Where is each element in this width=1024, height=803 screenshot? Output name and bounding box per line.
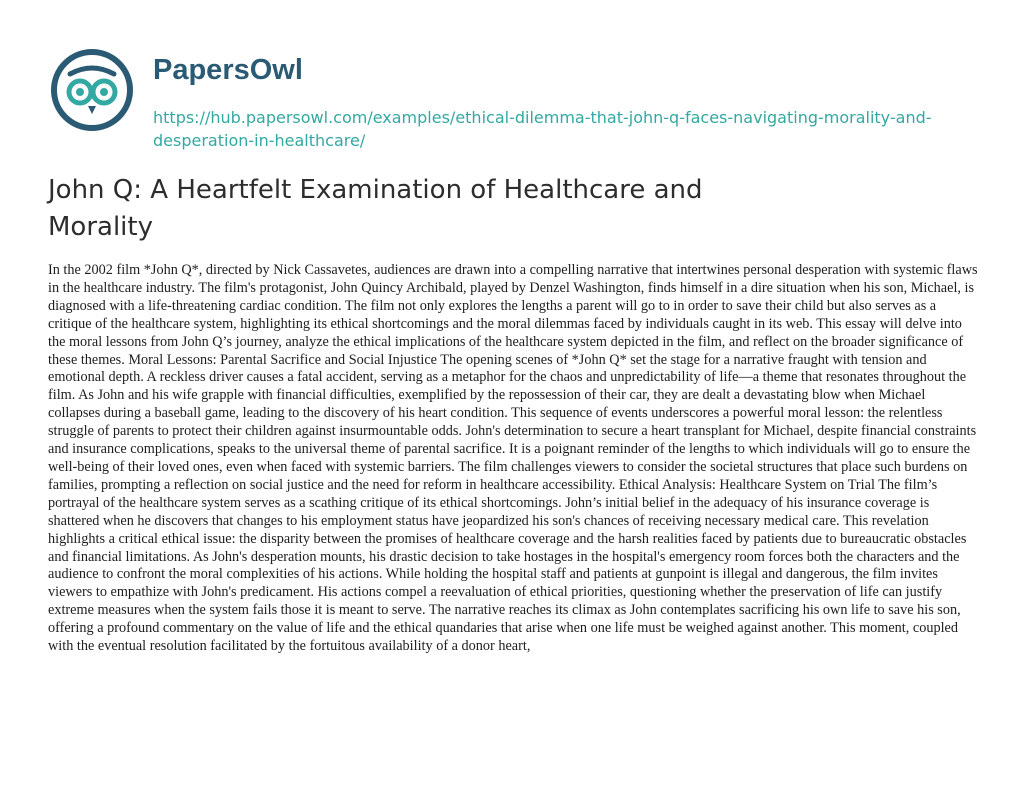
source-url-link[interactable]: https://hub.papersowl.com/examples/ethical-dilemma-that-john-q-faces-navigating-morality-and-desperation-in-healthcare/ [153, 108, 932, 150]
brand-name[interactable]: PapersOwl [153, 54, 303, 86]
article-body: In the 2002 film *John Q*, directed by Nick Cassavetes, audiences are drawn into a compelling narrative that intertwines personal desperation with systemic flaws in the healthcare industry. The film's protagonist, John Quincy Archibald, played by Denzel Washington, finds himself in a dire situation when his son, Michael, is diagnosed with a life-threatening cardiac condition. The film not only explores the lengths a parent will go to in order to save their child but also serves as a critique of the healthcare system, highlighting its ethical shortcomings and the moral dilemmas faced by individuals caught in its web. This essay will delve into the moral lessons from John Q’s journey, analyze the ethical implications of the healthcare system depicted in the film, and reflect on the broader significance of these themes. Moral Lessons: Parental Sacrifice and Social Injustice The opening scenes of *John Q* set the stage for a narrative fraught with tension and emotional depth. A reckless driver causes a fatal accident, serving as a metaphor for the chaos and unpredictability of life—a theme that resonates throughout the film. As John and his wife grapple with financial difficulties, exemplified by the repossession of their car, they are dealt a devastating blow when Michael collapses during a baseball game, leading to the discovery of his heart condition. This sequence of events underscores a powerful moral lesson: the relentless struggle of parents to protect their children against insurmountable odds. John's determination to secure a heart transplant for Michael, despite financial constraints and insurance complications, speaks to the universal theme of parental sacrifice. It is a poignant reminder of the lengths to which individuals will go to ensure the well-being of their loved ones, even when faced with systemic barriers. The film challenges viewers to consider the societal structures that place such burdens on families, prompting a reflection on social justice and the need for reform in healthcare accessibility. Ethical Analysis: Healthcare System on Trial The film’s portrayal of the healthcare system serves as a scathing critique of its ethical shortcomings. John’s initial belief in the adequacy of his insurance coverage is shattered when he discovers that changes to his employment status have jeopardized his son's chances of receiving necessary medical care. This revelation highlights a critical ethical issue: the disparity between the promises of healthcare coverage and the harsh realities faced by patients due to bureaucratic obstacles and financial limitations. As John's desperation mounts, his drastic decision to take hostages in the hospital's emergency room forces both the characters and the audience to confront the moral complexities of his actions. While holding the hospital staff and patients at gunpoint is illegal and dangerous, the film invites viewers to empathize with John's predicament. His actions compel a reevaluation of ethical priorities, questioning whether the preservation of life can justify extreme measures when the system fails those it is meant to serve. The narrative reaches its climax as John contemplates sacrificing his own life to save his son, offering a profound commentary on the value of life and the ethical quandaries that arise when one life must be weighed against another. This moment, coupled with the eventual resolution facilitated by the fortuitous availability of a donor heart, [48, 262, 978, 655]
site-header [48, 44, 988, 154]
owl-logo-icon[interactable] [48, 44, 136, 134]
article-title: John Q: A Heartfelt Examination of Healthcare and Morality [48, 175, 703, 242]
